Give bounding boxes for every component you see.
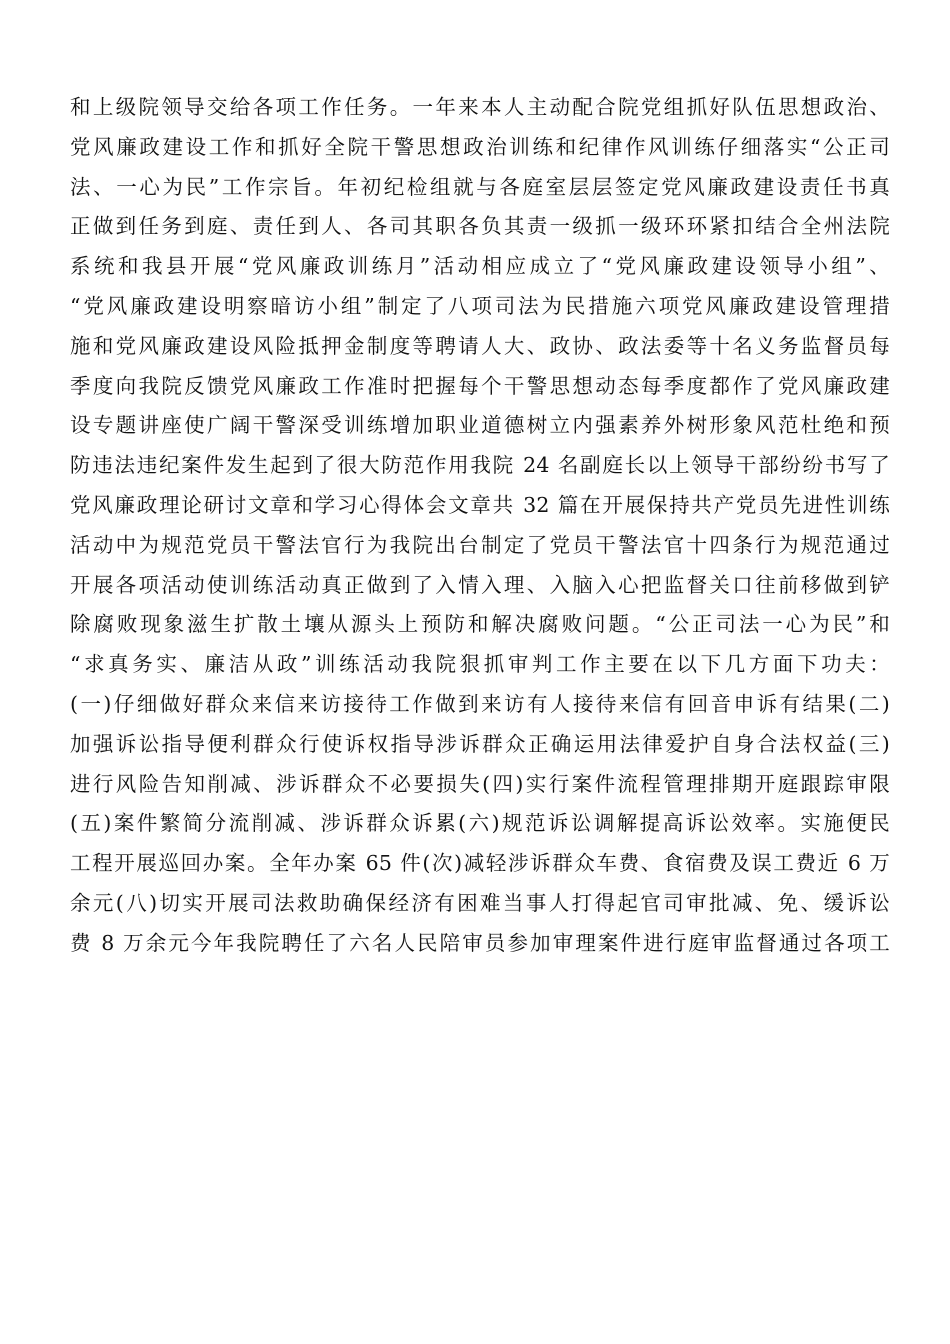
text-line-9: 设专题讲座使广阔干警深受训练增加职业道德树立内强素养外树形象风范杜绝和预 bbox=[70, 413, 890, 438]
text-line-8: 季度向我院反馈党风廉政工作准时把握每个干警思想动态每季度都作了党风廉政建 bbox=[70, 373, 890, 398]
text-line-11: 党风廉政理论研讨文章和学习心得体会文章共 32 篇在开展保持共产党员先进性训练 bbox=[70, 492, 890, 517]
text-line-10: 防违法违纪案件发生起到了很大防范作用我院 24 名副庭长以上领导干部纷纷书写了 bbox=[70, 453, 890, 478]
text-line-16: (一)仔细做好群众来信来访接待工作做到来访有人接待来信有回音申诉有结果(二) bbox=[70, 691, 890, 716]
text-line-22: 费 8 万余元今年我院聘任了六名人民陪审员参加审理案件进行庭审监督通过各项工 bbox=[70, 930, 890, 955]
text-line-19: (五)案件繁简分流削减、涉诉群众诉累(六)规范诉讼调解提高诉讼效率。实施便民 bbox=[70, 811, 890, 836]
text-line-5: 系统和我县开展“党风廉政训练月”活动相应成立了“党风廉政建设领导小组”、 bbox=[70, 254, 890, 279]
text-line-2: 党风廉政建设工作和抓好全院干警思想政治训练和纪律作风训练仔细落实“公正司 bbox=[70, 134, 890, 159]
text-line-13: 开展各项活动使训练活动真正做到了入情入理、入脑入心把监督关口往前移做到铲 bbox=[70, 572, 890, 597]
text-line-21: 余元(八)切实开展司法救助确保经济有困难当事人打得起官司审批减、免、缓诉讼 bbox=[70, 890, 890, 915]
text-line-17: 加强诉讼指导便利群众行使诉权指导涉诉群众正确运用法律爱护自身合法权益(三) bbox=[70, 731, 890, 756]
body-text bbox=[70, 88, 890, 964]
text-line-15: “求真务实、廉洁从政”训练活动我院狠抓审判工作主要在以下几方面下功夫： bbox=[70, 652, 890, 677]
text-line-3: 法、一心为民”工作宗旨。年初纪检组就与各庭室层层签定党风廉政建设责任书真 bbox=[70, 174, 890, 199]
text-line-4: 正做到任务到庭、责任到人、各司其职各负其责一级抓一级环环紧扣结合全州法院 bbox=[70, 214, 890, 239]
text-line-18: 进行风险告知削减、涉诉群众不必要损失(四)实行案件流程管理排期开庭跟踪审限 bbox=[70, 771, 890, 796]
text-line-7: 施和党风廉政建设风险抵押金制度等聘请人大、政协、政法委等十名义务监督员每 bbox=[70, 333, 890, 358]
text-line-14: 除腐败现象滋生扩散土壤从源头上预防和解决腐败问题。“公正司法一心为民”和 bbox=[70, 612, 890, 637]
text-line-20: 工程开展巡回办案。全年办案 65 件(次)减轻涉诉群众车费、食宿费及误工费近 6 万 bbox=[70, 851, 890, 876]
text-line-6: “党风廉政建设明察暗访小组”制定了八项司法为民措施六项党风廉政建设管理措 bbox=[70, 293, 890, 318]
text-line-12: 活动中为规范党员干警法官行为我院出台制定了党员干警法官十四条行为规范通过 bbox=[70, 532, 890, 557]
text-line-1: 和上级院领导交给各项工作任务。一年来本人主动配合院党组抓好队伍思想政治、 bbox=[70, 95, 890, 119]
